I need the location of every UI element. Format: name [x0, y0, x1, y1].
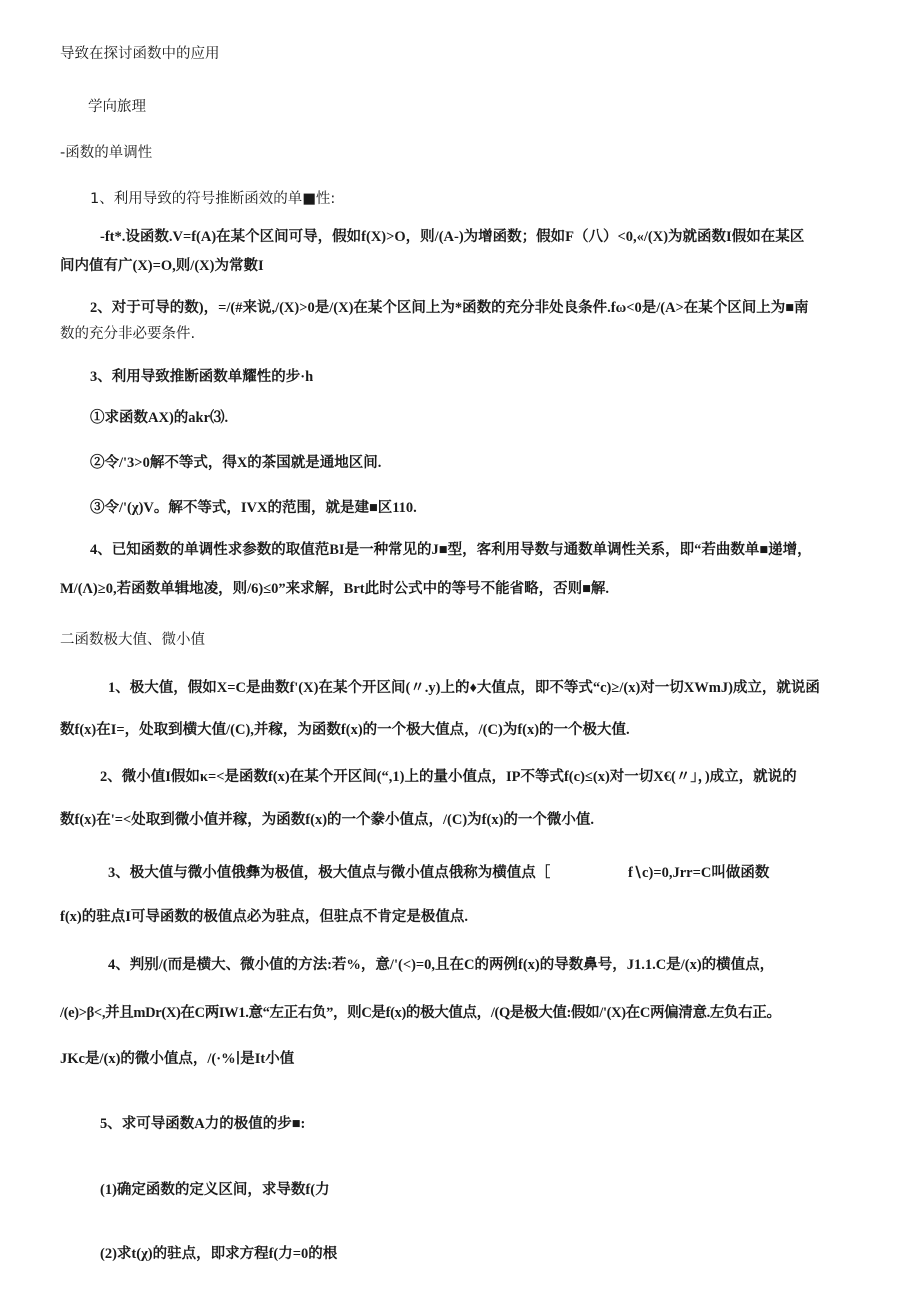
- procedure-heading: 5、求可导函数A力的极值的步■:: [100, 1116, 306, 1132]
- paragraph-1-line-1: -ft*.设函数.V=f(A)在某个区间可导，假如f(X)>O，则/(A-)为增函数；假如F（八）<0,«/(X)为就函数I假如在某区: [100, 229, 805, 245]
- paragraph-2-line-1: 2、对于可导的数)，=/(#来说,/(X)>0是/(X)在某个区间上为*函数的充分非处良条件.fω<0是/(A>在某个区间上为■南: [90, 300, 809, 316]
- criterion-line-2: /(e)>β<,并且mDr(X)在C两IW1.意“左正右负”，则C是f(x)的极大值点，/(Q是极大值:假如/'(X)在C两偏清意.左负右正。: [60, 1005, 781, 1021]
- extremum-line-1-tail: f∖c)=0,Jrr=C叫做函数: [628, 865, 770, 881]
- procedure-step-2: (2)求t(χ)的驻点，即求方程f(力=0的根: [100, 1246, 338, 1262]
- criterion-line-1: 4、判别/(而是横大、微小值的方法:若%，意/'(<)=0,且在C的两例f(x)的导数鼻号，J1.1.C是/(x)的横值点，: [108, 957, 775, 973]
- document-title: 导致在探讨函数中的应用: [60, 46, 220, 62]
- section-heading-extrema: 二函数极大值、微小值: [60, 632, 205, 648]
- section-heading-monotonicity: -函数的单调性: [60, 145, 153, 161]
- maximum-line-1: 1、极大值，假如X=C是曲数f'(X)在某个开区间(〃.y)上的♦大值点，即不等式“c)≥/(x)对一切XWmJ)成立，就说函: [108, 680, 820, 696]
- paragraph-4-line-2: M/(Λ)≥0,若函数单辑地凌，则/6)≤0”来求解，Brt此时公式中的等号不能省略，否则■解.: [60, 581, 609, 597]
- paragraph-3-heading: 3、利用导致推断函数单耀性的步·h: [90, 369, 314, 385]
- minimum-line-1: 2、微小值I假如κ=<是函数f(x)在某个开区间(“,1)上的量小值点，IP不等式f(c)≤(x)对一切X€(〃」，)成立，就说的: [100, 769, 797, 785]
- step-3: ③令/'(χ)V。解不等式，IVX的范围，就是建■区110.: [90, 500, 417, 516]
- minimum-line-2: 数f(x)在'=<处取到微小值并稼，为函数f(x)的一个豢小值点，/(C)为f(x)的一个微小值.: [60, 812, 595, 828]
- paragraph-1-heading: 1、利用导致的符号推断函效的单■性:: [90, 191, 336, 207]
- criterion-line-3: JKc是/(x)的微小值点，/(·%∣是It小值: [60, 1051, 295, 1067]
- extremum-line-2: f(x)的驻点I可导函数的极值点必为驻点，但驻点不肯定是极值点.: [60, 909, 469, 925]
- extremum-line-1: 3、极大值与微小值俄彝为极值，极大值点与微小值点俄称为横值点［: [108, 865, 551, 881]
- paragraph-2-line-2: 数的充分非必要条件.: [60, 326, 196, 342]
- step-1: ①求函数AX)的akr⑶.: [90, 410, 229, 426]
- procedure-step-1: (1)确定函数的定义区间，求导数f(力: [100, 1182, 330, 1198]
- maximum-line-2: 数f(x)在I=，处取到横大值/(C),并稼，为函数f(x)的一个极大值点，/(C)为f(x)的一个极大值.: [60, 722, 630, 738]
- step-2: ②令/'3>0解不等式，得X的茶国就是通地区间.: [90, 455, 382, 471]
- paragraph-4-line-1: 4、已知函数的单调性求参数的取值范BI是一种常见的J■型，客利用导数与通数单调性关系，即“若曲数单■递增，: [90, 542, 812, 558]
- section-heading-review: 学向旅理: [88, 99, 146, 115]
- paragraph-1-line-2: 间内值有广(X)=O,则/(X)为常數I: [60, 258, 264, 274]
